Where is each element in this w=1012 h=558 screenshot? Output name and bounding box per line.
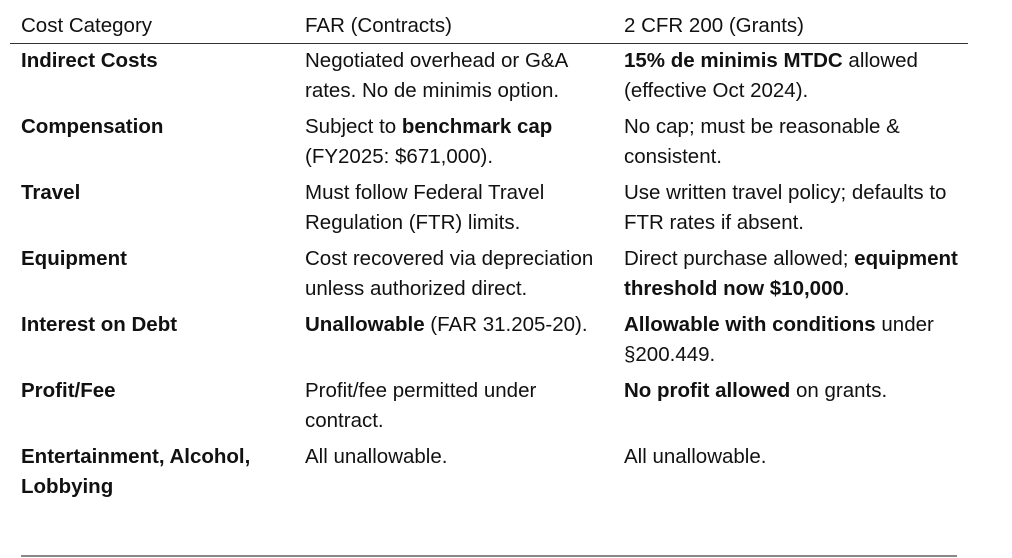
cost-category-cell: Profit/Fee xyxy=(21,379,116,402)
table-row xyxy=(10,242,968,308)
cell-text: Subject to xyxy=(305,115,402,138)
cfr-rule-cell xyxy=(613,112,968,172)
cost-category-cell: Compensation xyxy=(21,115,164,138)
cfr-rule-cell xyxy=(613,442,968,502)
cfr-rule-cell xyxy=(613,178,968,238)
table-row xyxy=(10,374,968,440)
cfr-rule-cell xyxy=(613,376,968,436)
table-header-row xyxy=(10,8,968,44)
far-rule-cell xyxy=(294,178,613,238)
far-rule-cell xyxy=(294,310,613,370)
cell-text: on grants. xyxy=(790,379,888,402)
cell-text: Direct purchase allowed; xyxy=(624,247,855,270)
far-rule-cell xyxy=(294,112,613,172)
emphasized-text: Allowable with conditions xyxy=(624,313,876,336)
emphasized-text: Unallowable xyxy=(305,313,425,336)
cell-text: Use written travel policy; defaults to FTR rates if absent. xyxy=(624,181,947,234)
far-rule-cell xyxy=(294,442,613,502)
table-row xyxy=(10,176,968,242)
cell-text: All unallowable. xyxy=(305,445,448,468)
header-cfr-grants: 2 CFR 200 (Grants) xyxy=(624,14,804,37)
cost-category-cell: Entertainment, Alcohol, Lobbying xyxy=(21,445,251,498)
header-cost-category: Cost Category xyxy=(21,14,153,37)
cost-category-cell: Travel xyxy=(21,181,81,204)
cell-text: No cap; must be reasonable & consistent. xyxy=(624,115,900,168)
cost-comparison-table xyxy=(10,8,968,506)
emphasized-text: benchmark cap xyxy=(401,115,553,138)
table-row xyxy=(10,440,968,506)
cell-text: under §200.449. xyxy=(624,313,934,366)
cell-text: Must follow Federal Travel Regulation (FTR) limits. xyxy=(305,181,545,234)
table-row xyxy=(10,110,968,176)
emphasized-text: No profit allowed xyxy=(624,379,791,402)
table-body xyxy=(10,44,968,506)
far-rule-cell xyxy=(294,376,613,436)
cell-text: (FY2025: $671,000). xyxy=(305,145,494,168)
cell-text: . xyxy=(843,277,850,300)
table-row xyxy=(10,44,968,110)
cell-text: Negotiated overhead or G&A rates. No de minimis option. xyxy=(305,49,568,102)
cfr-rule-cell xyxy=(613,310,968,370)
cell-text: Cost recovered via depreciation unless authorized direct. xyxy=(305,247,594,300)
emphasized-text: 15% de minimis MTDC xyxy=(624,49,843,72)
cell-text: (FAR 31.205-20). xyxy=(424,313,588,336)
header-far-contracts: FAR (Contracts) xyxy=(305,14,452,37)
cfr-rule-cell xyxy=(613,46,968,106)
cell-text: All unallowable. xyxy=(624,445,767,468)
cost-category-cell: Equipment xyxy=(21,247,127,270)
cost-category-cell: Interest on Debt xyxy=(21,313,178,336)
far-rule-cell xyxy=(294,46,613,106)
cost-category-cell: Indirect Costs xyxy=(21,49,158,72)
table-row xyxy=(10,308,968,374)
cell-text: Profit/fee permitted under contract. xyxy=(305,379,537,432)
cfr-rule-cell xyxy=(613,244,968,304)
table-bottom-rule xyxy=(21,555,957,557)
emphasized-text: equipment threshold now $10,000 xyxy=(624,247,958,300)
far-rule-cell xyxy=(294,244,613,304)
cell-text: allowed (effective Oct 2024). xyxy=(624,49,918,102)
